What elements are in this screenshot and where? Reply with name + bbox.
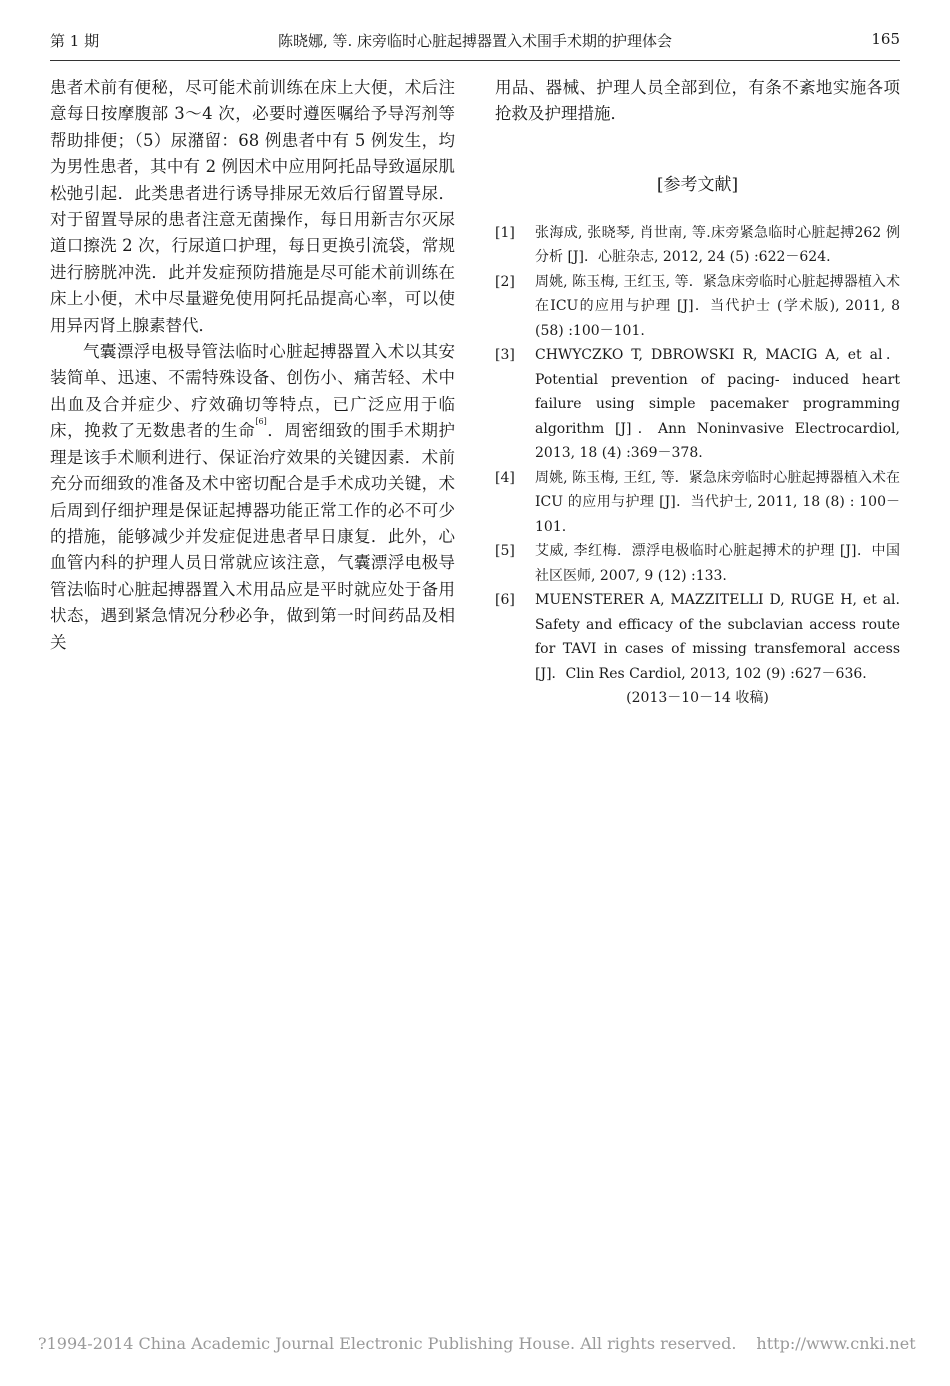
right-column xyxy=(495,75,900,710)
body-paragraph-1: 患者术前有便秘，尽可能术前训练在床上大便，术后注意每日按摩腹部 3～4 次，必要时遵医嘱给予导泻剂等帮助排便；（5）尿潴留：68 例患者中有 5 例发生，均为男性患者，其中有 2 例因术中应用阿托品导致逼尿肌松弛引起．此类患者进行诱导排尿无效后行留置导尿．对于留置导尿的患者注意无菌操作，每日用新吉尔灭尿道口擦洗 2 次，行尿道口护理，每日更换引流袋，常规进行膀胱冲洗．此并发症预防措施是尽可能术前训练在床上小便，术中尽量避免使用阿托品提高心率，可以使用异丙肾上腺素替代． xyxy=(50,78,455,335)
running-title: 陈晓娜, 等. 床旁临时心脏起搏器置入术围手术期的护理体会 xyxy=(277,32,673,50)
received-date: (2013－10－14 收稿) xyxy=(626,690,769,707)
page-number: 165 xyxy=(871,30,900,48)
reference-number: [1] xyxy=(495,224,515,241)
paragraph-text: 气囊漂浮电极导管法临时心脏起搏器置入术以其安装简单、迅速、不需特殊设备、创伤小、痛苦轻、术中出血及合并症少、疗效确切等特点，已广泛应用于临床，挽救了无数患者的生命 xyxy=(50,342,455,441)
body-paragraph-2 xyxy=(50,339,455,656)
issue-label: 第 1 期 xyxy=(50,32,100,50)
copyright-footer xyxy=(38,1334,916,1353)
running-header xyxy=(50,30,900,56)
reference-text: 周姚, 陈玉梅, 王红玉, 等．紧急床旁临时心脏起搏器植入术在ICU的应用与护理 [J]．当代护士 (学术版), 2011, 8 (58) :100－101. xyxy=(535,273,900,339)
left-column xyxy=(50,75,455,656)
header-rule xyxy=(50,60,900,61)
reference-text: 张海成, 张晓琴, 肖世南, 等.床旁紧急临时心脏起搏262 例分析 [J]．心脏杂志, 2012, 24 (5) :622－624. xyxy=(535,224,900,266)
references-heading: [参考文献] xyxy=(656,174,739,195)
reference-item xyxy=(495,588,900,686)
reference-item xyxy=(495,539,900,588)
body-paragraph-continued: 用品、器械、护理人员全部到位，有条不紊地实施各项抢救及护理措施． xyxy=(495,78,900,124)
reference-number: [2] xyxy=(495,273,515,290)
paragraph-text: ．周密细致的围手术期护理是该手术顺利进行、保证治疗效果的关键因素．术前充分而细致的准备及术中密切配合是手术成功关键，术后周到仔细护理是保证起搏器功能正常工作的必不可少的措施，能够减少并发症促进患者早日康复．此外，心血管内科的护理人员日常就应该注意，气囊漂浮电极导管法临时心脏起搏器置入术用品应是平时就应处于备用状态，遇到紧急情况分秒必争，做到第一时间药品及相关 xyxy=(50,421,456,652)
reference-list xyxy=(495,221,900,687)
reference-number: [4] xyxy=(495,469,515,486)
copyright-notice: ?1994-2014 China Academic Journal Electronic Publishing House. All rights reserved. xyxy=(38,1334,737,1353)
reference-text: CHWYCZKO T, DBROWSKI R, MACIG A, et al．Potential prevention of pacing- induced heart failure using simple pacemaker programming algorithm [J]．Ann Noninvasive Electrocardiol, 2013, 18 (4) :369－378. xyxy=(535,347,900,462)
reference-number: [3] xyxy=(495,347,515,364)
reference-item xyxy=(495,466,900,540)
reference-text: MUENSTERER A, MAZZITELLI D, RUGE H, et al. Safety and efficacy of the subclavian access route for TAVI in cases of missing transfemoral access [J]．Clin Res Cardiol, 2013, 102 (9) :627－636. xyxy=(535,592,900,682)
citation-ref: [6] xyxy=(255,417,267,427)
reference-item xyxy=(495,343,900,466)
reference-text: 艾威, 李红梅．漂浮电极临时心脏起搏术的护理 [J]．中国社区医师, 2007, 9 (12) :133. xyxy=(535,543,900,584)
reference-item xyxy=(495,270,900,344)
reference-text: 周姚, 陈玉梅, 王红, 等．紧急床旁临时心脏起搏器植入术在ICU 的应用与护理 [J]．当代护士, 2011, 18 (8) : 100－101. xyxy=(535,469,900,535)
reference-number: [5] xyxy=(495,543,515,560)
footer-url[interactable]: http://www.cnki.net xyxy=(756,1334,916,1353)
reference-item xyxy=(495,221,900,270)
reference-number: [6] xyxy=(495,592,515,609)
